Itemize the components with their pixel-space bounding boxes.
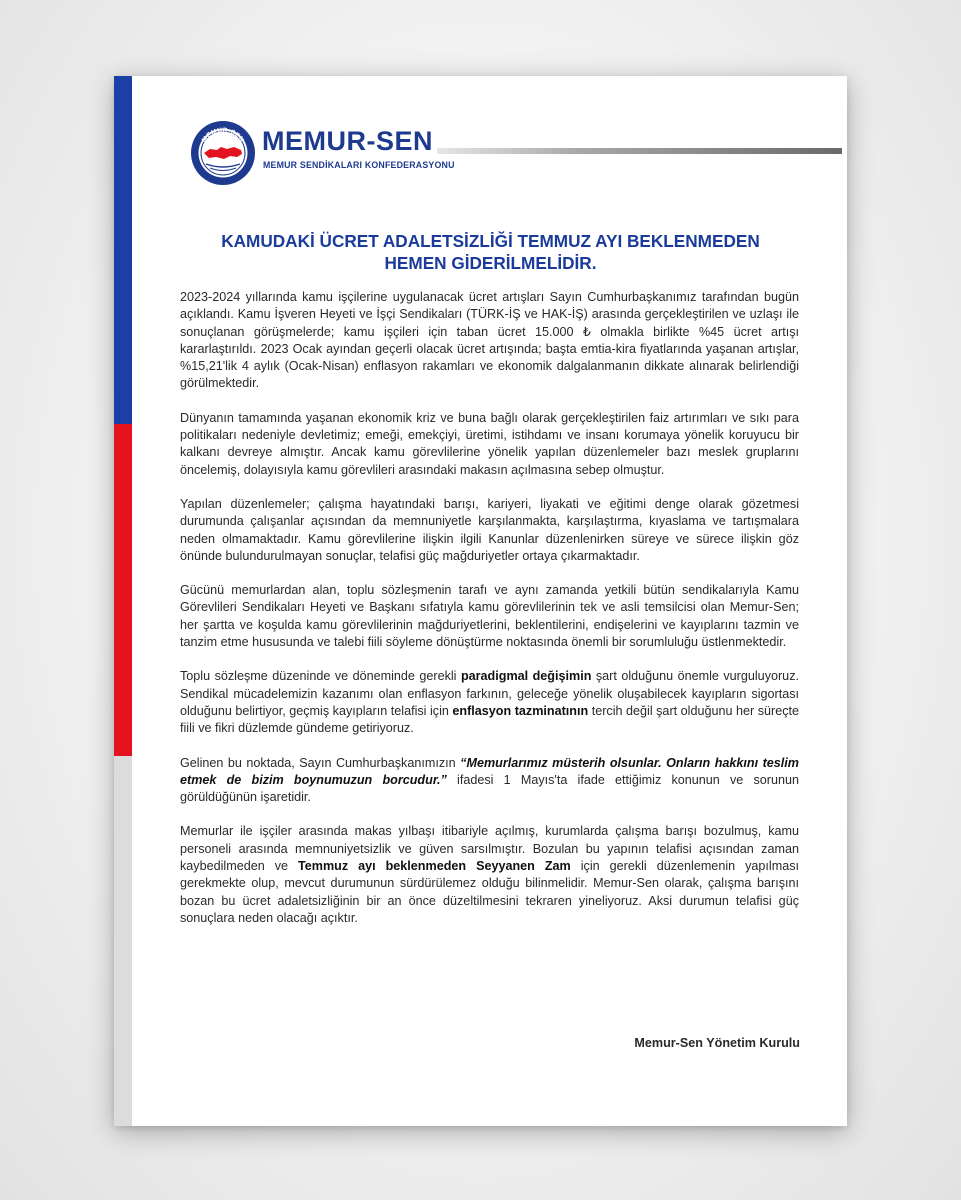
title-line-1: KAMUDAKİ ÜCRET ADALETSİZLİĞİ TEMMUZ AYI BEKLENMEDEN	[221, 231, 760, 251]
brand-subtitle: MEMUR SENDİKALARI KONFEDERASYONU	[263, 160, 455, 170]
signature: Memur-Sen Yönetim Kurulu	[634, 1036, 800, 1050]
p6-text-a: Gelinen bu noktada, Sayın Cumhurbaşkanımızın	[180, 755, 461, 770]
document-title	[154, 230, 827, 274]
p5-text-c: şart olduğunu önemle vurguluyoruz. Sendikal mücadelemizin kazanımı olan enflasyon farkının, geleceğe yönelik oluşabilecek kayıpların sigortası olduğunu belirtiyor, geçmiş kayıpların telafisi için	[180, 669, 799, 718]
emblem-arc-text: MEMUR-SEN	[200, 126, 246, 144]
paragraph-1: 2023-2024 yıllarında kamu işçilerine uygulanacak ücret artışları Sayın Cumhurbaşkanımız tarafından bugün açıklandı. Kamu İşveren Heyeti ve İşçi Sendikaları (TÜRK-İŞ ve HAK-İŞ) arasında gerçekleştirilen ve uzlaşı ile sonuçlanan görüşmelerde; kamu işçileri için taban ücret 15.000 ₺ olmakla birlikte %45 ücret artışı kararlaştırıldı. 2023 Ocak ayından geçerli olacak ücret artışında; başta emtia-kira fiyatlarında yaşanan artışlar, %15,21'lik 4 aylık (Ocak-Nisan) enflasyon rakamları ve ekonomik dalgalanmanın dikkate alınarak belirlendiği görülmektedir.	[180, 290, 799, 391]
grey-side-stripe	[114, 756, 132, 1126]
title-line-2: HEMEN GİDERİLMELİDİR.	[384, 253, 597, 273]
paragraph-3: Yapılan düzenlemeler; çalışma hayatındaki barışı, kariyeri, liyakati ve eğitimi denge olarak gözetmesi durumunda çalışanlar açısından da memnuniyetle karşılanmakta, karşılaştırma, kıyaslama ve tartışmalara neden olmamaktadır. Kamu görevlilerine ilişkin ilgili Kanunlar düzenlenirken süreye ve sürece ilişkin göz önünde bulundurulmayan sonuçlar, telafisi güç mağduriyetler ortaya çıkarmaktadır.	[180, 496, 799, 563]
p5-text-e: tercih değil şart olduğunu her süreçte fiili ve fikri düzlemde gündeme getiriyoruz.	[180, 703, 800, 736]
press-release-page	[114, 76, 847, 1126]
p5-text-a: Toplu sözleşme düzeninde ve döneminde gerekli	[180, 669, 461, 684]
p7-bold-raise: Temmuz ayı beklenmeden Seyyanen Zam	[297, 859, 571, 874]
red-side-stripe	[114, 424, 132, 756]
paragraph-7	[180, 823, 799, 927]
p5-bold-inflation-compensation: enflasyon tazminatının	[452, 703, 589, 718]
memur-sen-emblem-icon	[190, 120, 256, 186]
p6-text-c: ifadesi 1 Mayıs'ta ifade ettiğimiz konunun ve sorunun görüldüğünün işaretidir.	[180, 772, 799, 805]
p7-text-c: için gerekli düzenlemenin yapılması gerekmekte olup, mevcut durumunun sürdürülemez olduğu bilinmelidir. Memur-Sen olarak, çalışma barışını bozan bu ücret adaletsizliğinin bir an önce düzeltilmesini tekraren yineliyoruz. Aksi durumun telafisi güç sonuçlara neden olacağı açıktır.	[180, 859, 799, 925]
p6-quote: “Memurlarımız müsterih olsunlar. Onların hakkını teslim etmek de bizim boynumuzun borcudur.”	[180, 755, 800, 787]
blue-side-stripe	[114, 76, 132, 424]
p7-text-a: Memurlar ile işçiler arasında makas yılbaşı itibariyle açılmış, kurumlarda çalışma barışı bozulmuş, kamu personeli arasında memnuniyetsizlik ve güven sarsılmıştır. Bozulan bu yapının telafisi açısından zaman kaybedilmeden ve	[180, 824, 799, 874]
paragraph-2: Dünyanın tamamında yaşanan ekonomik kriz ve buna bağlı olarak gerçekleştirilen faiz artırımları ve sıkı para politikaları nedeniyle devletimiz; emeği, emekçiyi, üretimi, istihdamı ve insanı korumaya yönelik koruyucu bir kalkanı devreye almıştır. Ancak kamu görevlilerine yönelik yapılan düzenlemeler bazı meslek gruplarını öncelemiş, dolayısıyla kamu görevlileri arasındaki makasın açılmasına sebep olmuştur.	[180, 410, 799, 477]
p5-bold-paradigm: paradigmal değişimin	[460, 669, 592, 684]
paragraph-6	[180, 755, 799, 807]
header-divider	[437, 148, 842, 154]
document-body	[180, 289, 799, 944]
paragraph-5	[180, 668, 799, 737]
brand-title: MEMUR-SEN	[262, 126, 433, 156]
paragraph-4: Gücünü memurlardan alan, toplu sözleşmenin tarafı ve aynı zamanda yetkili bütün sendikalarıyla Kamu Görevlileri Sendikaları Heyeti ve Başkanı sıfatıyla kamu görevlilerinin tek ve asli temsilcisi olan Memur-Sen; her şartta ve koşulda kamu görevlilerinin mağduriyetlerini, beklentilerini, endişelerini ve kayıplarını tazmin ve tanzim etme hususunda ve talebi fiili söyleme dönüştürme noktasında önemli bir sorumluluğu üstlenmektedir.	[180, 583, 799, 650]
